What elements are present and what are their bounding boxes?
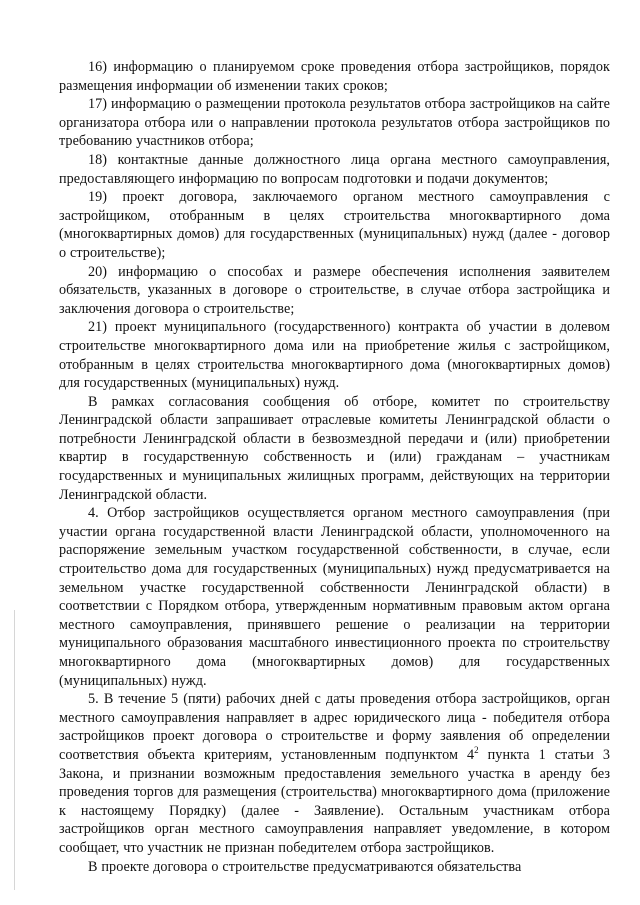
paragraph-item-20: 20) информацию о способах и размере обеспечения исполнения заявителем обязательств, указанных в договоре о строительстве, в случае отбора застройщика и заключения договора о строительстве; xyxy=(59,263,610,317)
section-5-text-end: пункта 1 статьи 3 Закона, и признании возможным предоставления земельного участка в аренду без проведения торгов для размещения (строительства) многоквартирного дома (приложение к настоящему Порядку) (далее - Заявление). Остальным участникам отбора застройщиков орган местного самоуправления направляет уведомление, в котором сообщает, что участник не признан победителем отбора застройщиков. xyxy=(59,746,610,856)
paragraph-coordination: В рамках согласования сообщения об отборе, комитет по строительству Ленинградской области запрашивает отраслевые комитеты Ленинградской области о потребности Ленинградской области в безвозмездной передачи и (или) приобретении квартир в государственную собственность и (или) гражданам – участникам государственных и муниципальных жилищных программ, действующих на территории Ленинградской области. xyxy=(59,393,610,503)
section-5-text-start: 5. В течение 5 (пяти) рабочих дней с даты проведения отбора застройщиков, орган местного самоуправления направляет в адрес юридического лица - победителя отбора застройщиков проект договора о строительстве и форму заявления об определении соответствия объекта критериям, установленным подпунктом 4 xyxy=(59,691,610,763)
paragraph-item-21: 21) проект муниципального (государственного) контракта об участии в долевом строительстве многоквартирного дома или на приобретение жилья с застройщиком, отобранным в целях строительства многоквартирного дома (многоквартирных домов) для государственных (муниципальных) нужд. xyxy=(59,319,610,392)
paragraph-item-16: 16) информацию о планируемом сроке проведения отбора застройщиков, порядок размещения информации об изменении таких сроков; xyxy=(59,59,610,94)
paragraph-contract-obligations: В проекте договора о строительстве предусматриваются обязательства xyxy=(88,858,522,875)
scan-edge-line xyxy=(14,610,15,890)
paragraph-item-18: 18) контактные данные должностного лица органа местного самоуправления, предоставляющего информацию по вопросам подготовки и подачи документов; xyxy=(59,151,610,187)
paragraph-section-4: 4. Отбор застройщиков осуществляется органом местного самоуправления (при участии органа государственной власти Ленинградской области, уполномоченного на распоряжение земельным участком государственной собственности, в случае, если строительство дома для государственных (муниципальных) нужд предусматривается на земельном участке государственной собственности Ленинградской области) в соответствии с Порядком отбора, утвержденным нормативным правовым актом органа местного самоуправления, принявшего решение о реализации на территории муниципального образования масштабного инвестиционного проекта по строительству многоквартирного дома (многоквартирных домов) для государственных (муниципальных) нужд. xyxy=(59,505,610,689)
paragraph-item-17: 17) информацию о размещении протокола результатов отбора застройщиков на сайте организатора отбора или о направлении протокола результатов отбора застройщиков по требованию участников отбора; xyxy=(59,96,610,150)
paragraph-item-19: 19) проект договора, заключаемого органом местного самоуправления с застройщиком, отобранным в целях строительства многоквартирного дома (многоквартирных домов) для государственных (муниципальных) нужд (далее - договор о строительстве); xyxy=(59,189,610,261)
paragraph-section-5 xyxy=(59,690,610,857)
superscript-index: 2 xyxy=(474,744,479,755)
